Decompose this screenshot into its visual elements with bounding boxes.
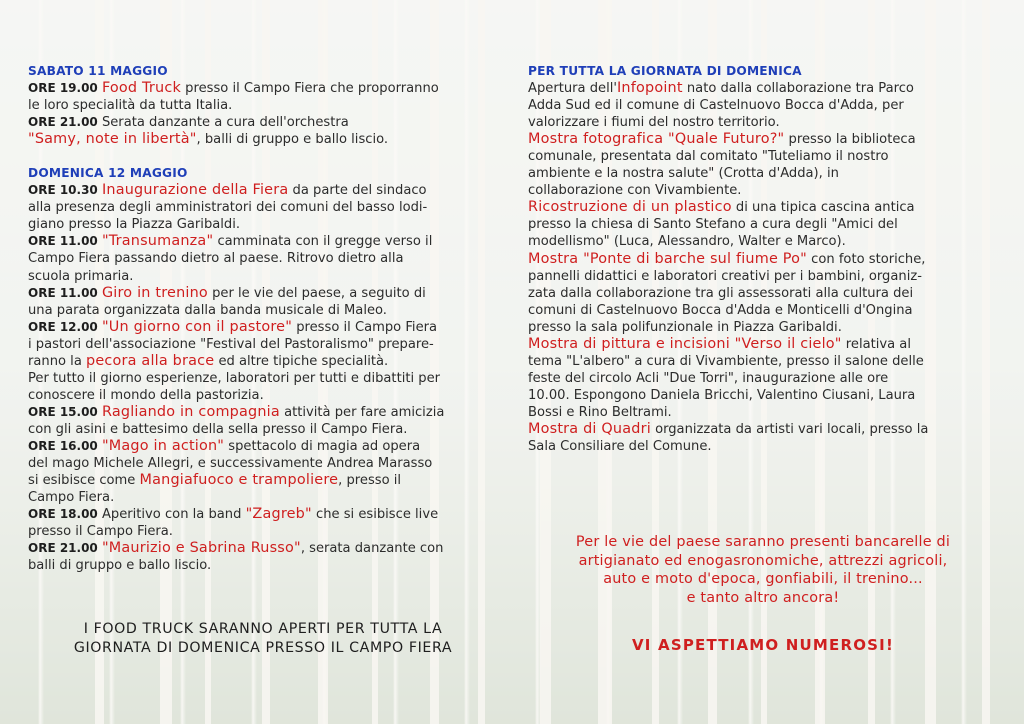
right-column bbox=[528, 63, 998, 455]
closing-slogan: VI ASPETTIAMO NUMEROSI! bbox=[632, 636, 894, 654]
note-line-1: Per le vie del paese saranno presenti bancarelle di bbox=[575, 534, 951, 550]
sun-line-4: ORE 11.00 "Transumanza" camminata con il gregge verso il bbox=[28, 233, 433, 250]
right-line-15: presso la sala polifunzionale in Piazza Garibaldi. bbox=[528, 319, 842, 335]
street-stalls-note bbox=[528, 533, 998, 607]
sat-line-3: ORE 21.00 Serata danzante a cura dell'orchestra bbox=[28, 115, 349, 131]
sun-line-18: si esibisce come Mangiafuoco e trampoliere, presso il bbox=[28, 472, 402, 489]
right-line-22: Sala Consiliare del Comune. bbox=[528, 439, 712, 455]
right-line-3: valorizzare i fiumi del nostro territorio. bbox=[528, 115, 780, 131]
right-line-6: ambiente e la nostra salute" (Crotta d'Adda), in bbox=[528, 166, 839, 182]
sun-line-12: Per tutto il giorno esperienze, laboratori per tutti e dibattiti per bbox=[28, 370, 441, 386]
right-line-2: Adda Sud ed il comune di Castelnuovo Bocca d'Adda, per bbox=[528, 98, 904, 114]
sun-line-17: del mago Michele Allegri, e successivamente Andrea Marasso bbox=[28, 456, 433, 472]
right-line-13: zata dalla collaborazione tra gli assessorati alla cultura dei bbox=[528, 285, 914, 301]
sun-line-3: giano presso la Piazza Garibaldi. bbox=[28, 217, 241, 233]
right-line-8: Ricostruzione di un plastico di una tipica cascina antica bbox=[528, 199, 915, 216]
sun-line-5: Campo Fiera passando dietro al paese. Ritrovo dietro alla bbox=[28, 251, 404, 267]
sun-line-1: ORE 10.30 Inaugurazione della Fiera da parte del sindaco bbox=[28, 182, 427, 199]
left-column bbox=[28, 63, 498, 574]
sun-line-15: con gli asini e battesimo della sella presso il Campo Fiera. bbox=[28, 421, 408, 437]
sun-line-9: ORE 12.00 "Un giorno con il pastore" presso il Campo Fiera bbox=[28, 318, 438, 335]
sat-line-1: ORE 19.00 Food Truck presso il Campo Fiera che proporranno bbox=[28, 80, 439, 97]
sunday-heading: DOMENICA 12 MAGGIO bbox=[28, 166, 188, 181]
right-line-11: Mostra "Ponte di barche sul fiume Po" con foto storiche, bbox=[528, 250, 926, 267]
right-line-21: Mostra di Quadri organizzata da artisti vari locali, presso la bbox=[528, 420, 929, 437]
sun-line-16: ORE 16.00 "Mago in action" spettacolo di magia ad opera bbox=[28, 437, 421, 454]
food-truck-notice-line-1: I FOOD TRUCK SARANNO APERTI PER TUTTA LA bbox=[83, 621, 443, 637]
sat-line-4: "Samy, note in libertà", balli di gruppo e ballo liscio. bbox=[28, 131, 389, 148]
food-truck-notice bbox=[28, 620, 498, 658]
sun-line-6: scuola primaria. bbox=[28, 268, 134, 284]
sun-line-22: ORE 21.00 "Maurizio e Sabrina Russo", serata danzante con bbox=[28, 540, 444, 557]
saturday-heading: SABATO 11 MAGGIO bbox=[28, 64, 168, 78]
right-line-20: Bossi e Rino Beltrami. bbox=[528, 404, 672, 420]
right-line-5: comunale, presentata dal comitato "Tuteliamo il nostro bbox=[528, 149, 889, 165]
note-line-3: auto e moto d'epoca, gonfiabili, il trenino... bbox=[603, 571, 923, 587]
note-line-4: e tanto altro ancora! bbox=[686, 589, 840, 606]
right-line-19: 10.00. Espongono Daniela Bricchi, Valentino Ciusani, Laura bbox=[528, 387, 916, 403]
sun-line-2: alla presenza degli amministratori dei comuni del basso lodi- bbox=[28, 200, 428, 216]
sun-line-23: balli di gruppo e ballo liscio. bbox=[28, 558, 212, 574]
right-line-4: Mostra fotografica "Quale Futuro?" presso la biblioteca bbox=[528, 131, 916, 148]
right-line-18: feste del circolo Acli "Due Torri", inaugurazione alle ore bbox=[528, 370, 889, 386]
right-line-1: Apertura dell'Infopoint nato dalla collaborazione tra Parco bbox=[528, 80, 914, 97]
all-day-heading: PER TUTTA LA GIORNATA DI DOMENICA bbox=[528, 64, 802, 78]
sun-line-8: una parata organizzata dalla banda musicale di Maleo. bbox=[28, 302, 387, 318]
right-line-12: pannelli didattici e laboratori creativi per i bambini, organiz- bbox=[528, 268, 922, 284]
note-line-2: artigianato ed enogasronomiche, attrezzi agricoli, bbox=[578, 552, 948, 569]
sun-line-19: Campo Fiera. bbox=[28, 490, 115, 506]
sun-line-13: conoscere il mondo della pastorizia. bbox=[28, 387, 264, 403]
sun-line-7: ORE 11.00 Giro in trenino per le vie del paese, a seguito di bbox=[28, 284, 426, 301]
right-line-14: comuni di Castelnuovo Bocca d'Adda e Monticelli d'Ongina bbox=[528, 302, 913, 318]
sun-line-10: i pastori dell'associazione "Festival del Pastoralismo" prepare- bbox=[28, 336, 434, 352]
right-line-9: presso la chiesa di Santo Stefano a cura degli "Amici del bbox=[528, 217, 898, 233]
right-line-16: Mostra di pittura e incisioni "Verso il cielo" relativa al bbox=[528, 335, 911, 352]
sun-line-20: ORE 18.00 Aperitivo con la band "Zagreb" che si esibisce live bbox=[28, 506, 439, 523]
sun-line-11: ranno la pecora alla brace ed altre tipiche specialità. bbox=[28, 352, 389, 369]
food-truck-notice-line-2: GIORNATA DI DOMENICA PRESSO IL CAMPO FIERA bbox=[73, 640, 453, 656]
sun-line-14: ORE 15.00 Ragliando in compagnia attività per fare amicizia bbox=[28, 403, 445, 420]
sat-line-2: le loro specialità da tutta Italia. bbox=[28, 98, 233, 114]
right-line-7: collaborazione con Vivambiente. bbox=[528, 183, 742, 199]
right-line-17: tema "L'albero" a cura di Vivambiente, presso il salone delle bbox=[528, 353, 924, 369]
right-line-10: modellismo" (Luca, Alessandro, Walter e Marco). bbox=[528, 234, 846, 250]
sun-line-21: presso il Campo Fiera. bbox=[28, 524, 173, 540]
